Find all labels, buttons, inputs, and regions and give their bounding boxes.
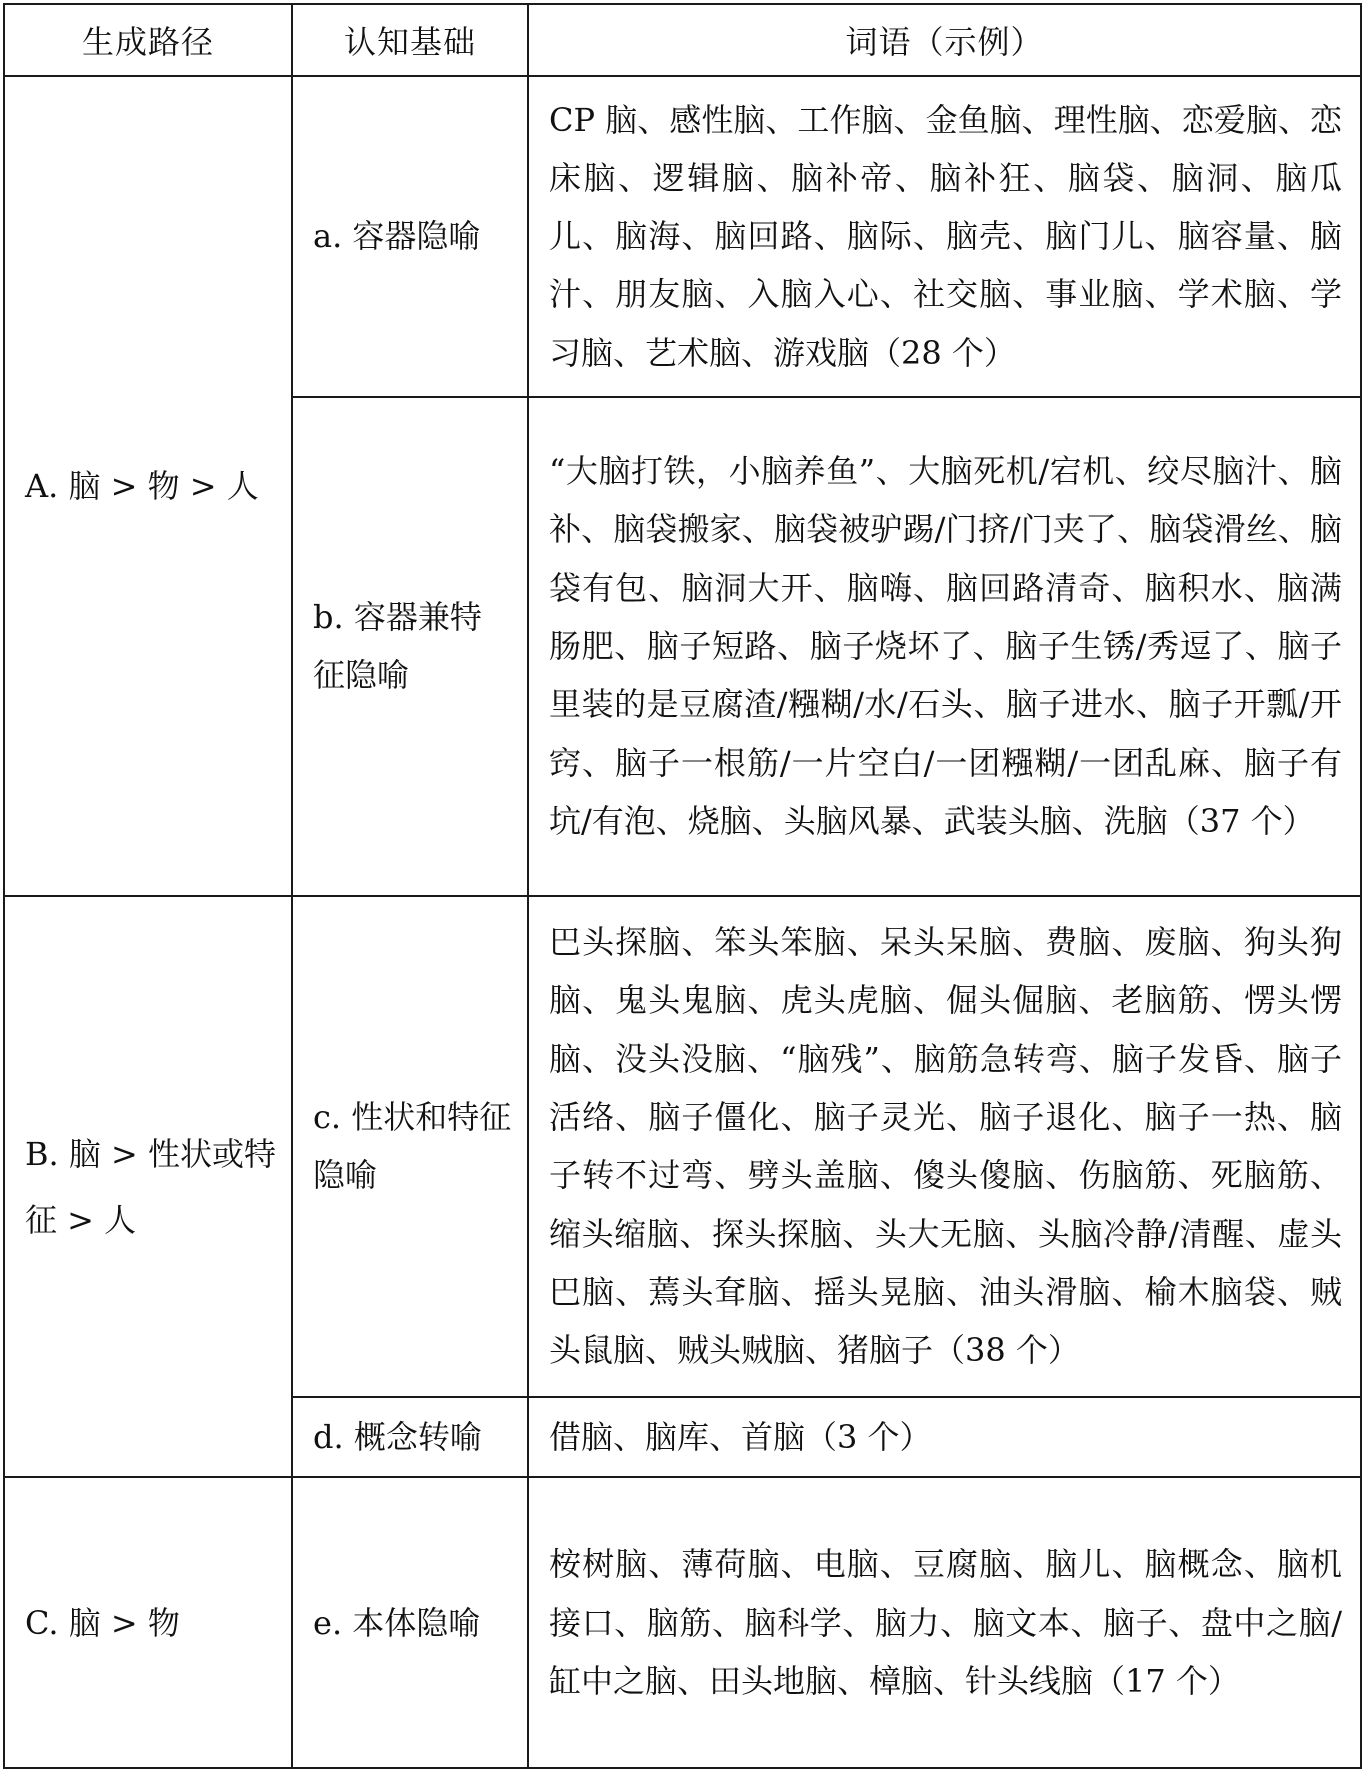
words-cell-a: CP 脑、感性脑、工作脑、金鱼脑、理性脑、恋爱脑、恋床脑、逻辑脑、脑补帝、脑补狂、脑袋、脑洞、脑瓜儿、脑海、脑回路、脑际、脑壳、脑门儿、脑容量、脑汁、朋友脑、入脑入心、社交脑、事业脑、学术脑、学习脑、艺术脑、游戏脑（28 个） [528,76,1361,397]
path-cell-b: B. 脑 > 性状或特征 > 人 [4,896,292,1478]
brain-words-table [3,3,1362,1769]
words-cell-d: 借脑、脑库、首脑（3 个） [528,1397,1361,1477]
path-cell-c: C. 脑 > 物 [4,1477,292,1768]
path-cell-a: A. 脑 > 物 > 人 [4,76,292,896]
basis-cell-c: c. 性状和特征隐喻 [292,896,528,1397]
table-container [3,3,1360,1769]
basis-cell-b: b. 容器兼特征隐喻 [292,397,528,896]
words-cell-c: 巴头探脑、笨头笨脑、呆头呆脑、费脑、废脑、狗头狗脑、鬼头鬼脑、虎头虎脑、倔头倔脑、老脑筋、愣头愣脑、没头没脑、“脑残”、脑筋急转弯、脑子发昏、脑子活络、脑子僵化、脑子灵光、脑子退化、脑子一热、脑子转不过弯、劈头盖脑、傻头傻脑、伤脑筋、死脑筋、缩头缩脑、探头探脑、头大无脑、头脑冷静/清醒、虚头巴脑、蔫头耷脑、摇头晃脑、油头滑脑、榆木脑袋、贼头鼠脑、贼头贼脑、猪脑子（38 个） [528,896,1361,1397]
words-cell-e: 桉树脑、薄荷脑、电脑、豆腐脑、脑儿、脑概念、脑机接口、脑筋、脑科学、脑力、脑文本、脑子、盘中之脑/缸中之脑、田头地脑、樟脑、针头线脑（17 个） [528,1477,1361,1768]
header-words-examples: 词语（示例） [528,4,1361,76]
header-generation-path: 生成路径 [4,4,292,76]
header-row [4,4,1361,76]
table-row [4,76,1361,397]
header-cognitive-basis: 认知基础 [292,4,528,76]
words-cell-b: “大脑打铁，小脑养鱼”、大脑死机/宕机、绞尽脑汁、脑补、脑袋搬家、脑袋被驴踢/门挤/门夹了、脑袋滑丝、脑袋有包、脑洞大开、脑嗨、脑回路清奇、脑积水、脑满肠肥、脑子短路、脑子烧坏了、脑子生锈/秀逗了、脑子里装的是豆腐渣/糨糊/水/石头、脑子进水、脑子开瓢/开窍、脑子一根筋/一片空白/一团糨糊/一团乱麻、脑子有坑/有泡、烧脑、头脑风暴、武装头脑、洗脑（37 个） [528,397,1361,896]
basis-cell-a: a. 容器隐喻 [292,76,528,397]
table-row [4,896,1361,1397]
basis-cell-e: e. 本体隐喻 [292,1477,528,1768]
table-row [4,1477,1361,1768]
basis-cell-d: d. 概念转喻 [292,1397,528,1477]
